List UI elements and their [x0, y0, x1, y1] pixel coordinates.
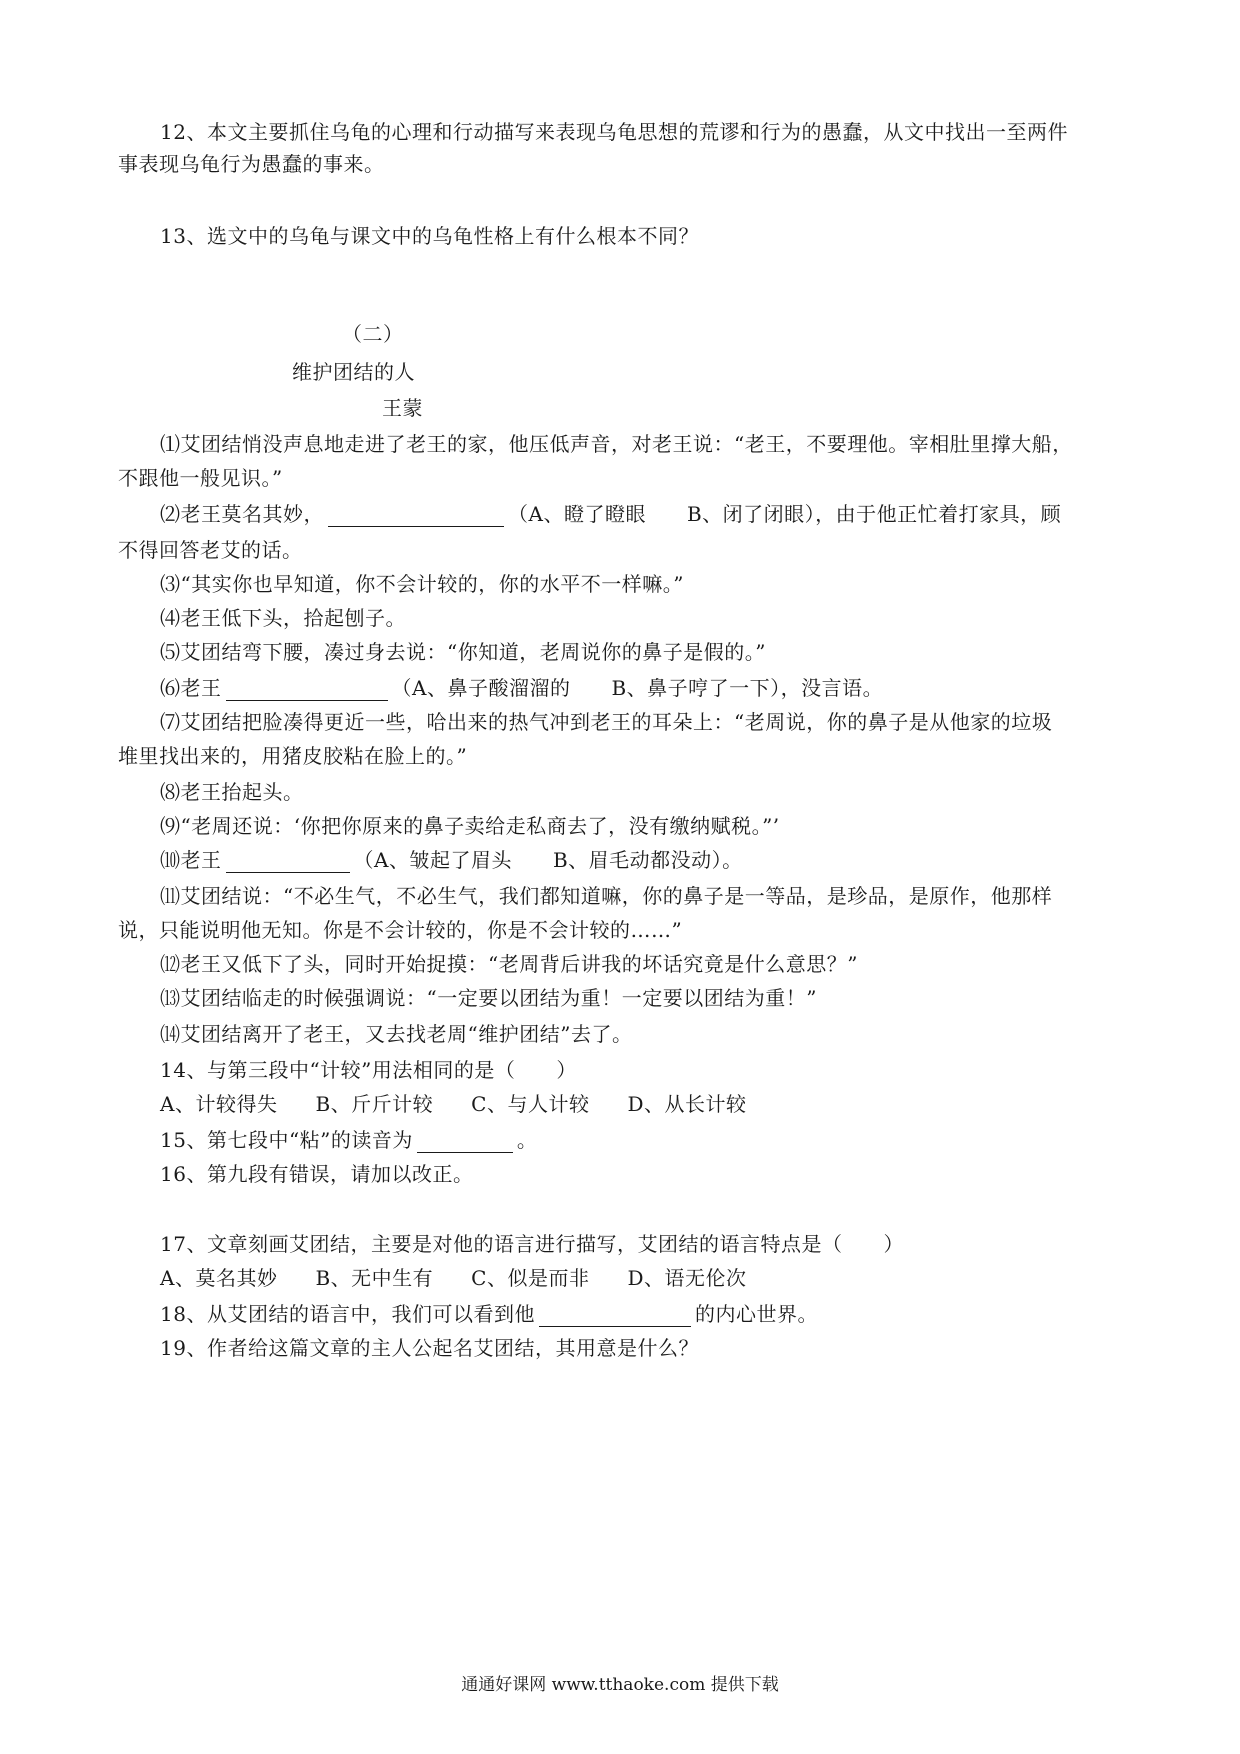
question-12-line-1: 12、本文主要抓住乌龟的心理和行动描写来表现乌龟思想的荒谬和行为的愚蠢，从文中找出一至两件 [160, 120, 1068, 144]
paragraph-11-line-2: 说，只能说明他无知。你是不会计较的，你是不会计较的……” [118, 918, 683, 942]
paragraph-7-line-1: ⑺艾团结把脸凑得更近一些，哈出来的热气冲到老王的耳朵上：“老周说，你的鼻子是从他家的垃圾 [160, 710, 1053, 734]
article-title: 维护团结的人 [292, 360, 415, 384]
paragraph-6-text-before: ⑹老王 [160, 676, 222, 700]
question-14-option-c[interactable]: C、与人计较 [471, 1092, 590, 1116]
question-14-option-a[interactable]: A、计较得失 [160, 1092, 278, 1116]
paragraph-1-line-1: ⑴艾团结悄没声息地走进了老王的家，他压低声音，对老王说：“老王，不要理他。宰相肚里撑大船， [160, 432, 1073, 456]
question-18-text-after: 的内心世界。 [694, 1302, 818, 1326]
section-number: （二） [342, 322, 404, 346]
paragraph-6 [160, 674, 883, 702]
question-14-option-d[interactable]: D、从长计较 [627, 1092, 747, 1116]
paragraph-6-blank[interactable] [226, 678, 388, 701]
question-14-option-b[interactable]: B、斤斤计较 [315, 1092, 434, 1116]
question-15-text-before: 15、第七段中“粘”的读音为 [160, 1128, 413, 1152]
paragraph-10-text-before: ⑽老王 [160, 848, 222, 872]
question-17-option-c[interactable]: C、似是而非 [471, 1266, 590, 1290]
paragraph-10-text-after: （A、皱起了眉头 B、眉毛动都没动）。 [353, 848, 743, 872]
paragraph-9: ⑼“老周还说：‘你把你原来的鼻子卖给走私商去了，没有缴纳赋税。”’ [160, 814, 780, 838]
question-18 [160, 1300, 818, 1328]
question-17-option-a[interactable]: A、莫名其妙 [160, 1266, 278, 1290]
question-15 [160, 1126, 537, 1154]
paragraph-13: ⒀艾团结临走的时候强调说：“一定要以团结为重！一定要以团结为重！” [160, 986, 817, 1010]
paragraph-2-line-1 [160, 500, 1061, 528]
question-16: 16、第九段有错误，请加以改正。 [160, 1162, 474, 1186]
question-14-options [160, 1090, 785, 1118]
question-14-stem: 14、与第三段中“计较”用法相同的是（ ） [160, 1058, 577, 1082]
paragraph-1-line-2: 不跟他一般见识。” [118, 466, 283, 490]
paragraph-7-line-2: 堆里找出来的，用猪皮胶粘在脸上的。” [118, 744, 468, 768]
paragraph-6-text-after: （A、鼻子酸溜溜的 B、鼻子哼了一下），没言语。 [391, 676, 884, 700]
question-19: 19、作者给这篇文章的主人公起名艾团结，其用意是什么？ [160, 1336, 699, 1360]
question-18-text-before: 18、从艾团结的语言中，我们可以看到他 [160, 1302, 535, 1326]
question-18-blank[interactable] [539, 1304, 691, 1327]
question-17-options [160, 1264, 785, 1292]
paragraph-3: ⑶“其实你也早知道，你不会计较的，你的水平不一样嘛。” [160, 572, 684, 596]
paragraph-2-text-before: ⑵老王莫名其妙， [160, 502, 324, 526]
paragraph-14: ⒁艾团结离开了老王，又去找老周“维护团结”去了。 [160, 1022, 633, 1046]
paragraph-2-line-2: 不得回答老艾的话。 [118, 538, 303, 562]
question-17-option-b[interactable]: B、无中生有 [315, 1266, 434, 1290]
paragraph-10-blank[interactable] [226, 850, 350, 873]
paragraph-11-line-1: ⑾艾团结说：“不必生气，不必生气，我们都知道嘛，你的鼻子是一等品，是珍品，是原作，他那样 [160, 884, 1053, 908]
question-17-stem: 17、文章刻画艾团结，主要是对他的语言进行描写，艾团结的语言特点是（ ） [160, 1232, 904, 1256]
paragraph-2-blank[interactable] [328, 504, 504, 527]
paragraph-2-text-after: （A、瞪了瞪眼 B、闭了闭眼），由于他正忙着打家具，顾 [508, 502, 1062, 526]
question-12-line-2: 事表现乌龟行为愚蠢的事来。 [118, 152, 385, 176]
question-15-blank[interactable] [417, 1130, 513, 1153]
paragraph-4: ⑷老王低下头，拾起刨子。 [160, 606, 406, 630]
question-15-text-after: 。 [516, 1128, 538, 1152]
question-17-option-d[interactable]: D、语无伦次 [627, 1266, 747, 1290]
question-13: 13、选文中的乌龟与课文中的乌龟性格上有什么根本不同？ [160, 224, 699, 248]
paragraph-8: ⑻老王抬起头。 [160, 780, 304, 804]
paragraph-12: ⑿老王又低下了头，同时开始捉摸：“老周背后讲我的坏话究竟是什么意思？” [160, 952, 858, 976]
paragraph-10 [160, 846, 743, 874]
page-footer: 通通好课网 www.tthaoke.com 提供下载 [461, 1675, 779, 1695]
paragraph-5: ⑸艾团结弯下腰，凑过身去说：“你知道，老周说你的鼻子是假的。” [160, 640, 766, 664]
article-author: 王蒙 [382, 396, 423, 420]
